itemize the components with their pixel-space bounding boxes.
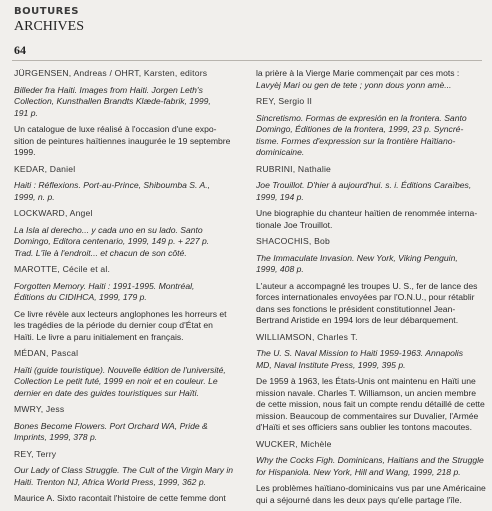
- entry-author: LOCKWARD, Angel: [14, 208, 93, 218]
- bibliography-entry: [14, 404, 240, 444]
- bibliography-entry: [256, 332, 484, 434]
- bibliography-entry: [256, 236, 484, 327]
- bibliography-entry: [14, 68, 240, 159]
- note-line: 1999.: [14, 147, 36, 157]
- citation-line: Billeder fra Haiti. Images from Haiti. Jorgen Leth's: [14, 84, 203, 95]
- citation-line: tisme. Formes d'expression sur la frontière Haïtiano-: [256, 135, 456, 146]
- entry-note: [256, 281, 484, 327]
- note-line: mission navale. Charles T. Williamson, un ancien membre: [256, 387, 477, 398]
- note-line: Lavyèj Mari ou gen de tete ; yonn dous yonn amè...: [256, 79, 452, 90]
- note-line: sition de peintures haïtiennes inaugurée le 19 septembre: [14, 135, 231, 146]
- citation-line: Sincretismo. Formas de expresión en la frontera. Santo: [256, 112, 467, 123]
- citation-line: The U. S. Naval Mission to Haiti 1959-1963. Annapolis: [256, 348, 463, 358]
- note-line: Ce livre révèle aux lecteurs anglophones les horreurs et: [14, 308, 227, 319]
- citation-line: 191 p.: [14, 107, 38, 118]
- publication-logo: BOUTURES: [14, 6, 79, 17]
- entry-note: [14, 493, 240, 505]
- entry-author: REY, Sergio II: [256, 96, 313, 106]
- note-line: De 1959 à 1963, les États-Unis ont maintenu en Haïti une: [256, 376, 476, 386]
- entry-author: SHACOCHIS, Bob: [256, 236, 330, 246]
- bibliography-entry: [14, 264, 240, 343]
- note-line: mission. Beaucoup de commentaires sur Duvalier, l'Armée: [256, 410, 479, 421]
- citation-line: dernier en date des guides touristiques sur Haïti.: [14, 387, 199, 398]
- citation-line: MD, Naval Institute Press, 1999, 395 p.: [256, 359, 406, 370]
- entry-note: [256, 208, 484, 231]
- note-line: de cette mission, nous fait un compte rendu détaillé de cette: [256, 399, 485, 409]
- citation-line: Haiti. Trenton NJ, Africa World Press, 1999, 362 p.: [14, 476, 207, 487]
- citation-line: dominicaine.: [256, 147, 305, 157]
- entry-note: [14, 309, 240, 344]
- citation-line: 1999, 194 p.: [256, 191, 304, 202]
- bibliography-entry: [256, 68, 484, 91]
- bibliography-entry: [14, 348, 240, 399]
- note-line: les tragédies de la période du dernier coup d'État en: [14, 320, 213, 330]
- note-line: dans ses fonctions le président constitutionnel Jean-: [256, 303, 456, 314]
- note-line: Maurice A. Sixto racontait l'histoire de cette femme dont: [14, 493, 226, 503]
- note-line: tionale Joe Trouillot.: [256, 219, 333, 230]
- citation-line: Collection Le petit futé, 1999 en noir et en couleur. Le: [14, 376, 218, 386]
- bibliography-entry: [256, 439, 484, 507]
- note-line: Une biographie du chanteur haïtien de renommée interna-: [256, 208, 478, 218]
- note-line: Haïti. Le livre a paru initialement en français.: [14, 331, 184, 342]
- entry-author: JÜRGENSEN, Andreas / OHRT, Karsten, editors: [14, 68, 208, 78]
- note-line: Les problèmes haïtiano-dominicains vus par une Américaine: [256, 483, 486, 493]
- entry-note: [256, 68, 484, 91]
- citation-line: Domingo, Éditiones de la frontera, 1999, 23 p. Syncré-: [256, 124, 464, 134]
- citation-line: 1999, 408 p.: [256, 264, 304, 274]
- citation-line: 1999, n. p.: [14, 191, 55, 202]
- bibliography-entry: [256, 164, 484, 232]
- citation-line: Trad. L'île à l'endroit... et chacun de son côté.: [14, 247, 187, 258]
- bibliography-entry: [14, 164, 240, 204]
- entry-author: MAROTTE, Cécile et al.: [14, 264, 111, 274]
- citation-line: The Immaculate Invasion. New York, Viking Penguin,: [256, 252, 458, 263]
- left-column: [14, 68, 240, 510]
- entry-author: WILLIAMSON, Charles T.: [256, 331, 358, 342]
- citation-line: Joe Trouillot. D'hier à aujourd'hui. s. i. Éditions Caraïbes,: [256, 180, 472, 190]
- note-line: Bertrand Aristide en 1994 lors de leur débarquement.: [256, 315, 459, 325]
- note-line: d'Haïti et ses officiers sans oublier les tontons macoutes.: [256, 422, 472, 432]
- header-divider: [12, 60, 482, 61]
- citation-line: Éditions du CIDIHCA, 1999, 179 p.: [14, 292, 147, 302]
- right-column: [256, 68, 484, 511]
- citation-line: Bones Become Flowers. Port Orchard WA, Pride &: [14, 420, 208, 431]
- citation-line: Our Lady of Class Struggle. The Cult of the Virgin Mary in: [14, 465, 234, 475]
- citation-line: Collection, Kunsthallen Brandts Klæde-fabrik, 1999,: [14, 96, 211, 106]
- page-number: 64: [14, 43, 26, 57]
- note-line: la prière à la Vierge Marie commençait par ces mots :: [256, 68, 460, 78]
- citation-line: Imprints, 1999, 378 p.: [14, 432, 98, 442]
- note-line: forces internationales envoyées par l'O.N.U., pour rétablir: [256, 292, 475, 302]
- citation-line: Why the Cocks Figh. Dominicans, Haitians and the Struggle: [256, 455, 484, 465]
- citation-line: La Isla al derecho... y cada uno en su lado. Santo: [14, 224, 203, 235]
- citation-line: Haiti : Réflexions. Port-au-Prince, Shiboumba S. A.,: [14, 180, 210, 190]
- entry-author: MÉDAN, Pascal: [14, 348, 79, 358]
- note-line: Un catalogue de luxe réalisé à l'occasion d'une expo-: [14, 124, 217, 134]
- citation-line: Haïti (guide touristique). Nouvelle édition de l'université,: [14, 364, 226, 375]
- bibliography-entry: [14, 208, 240, 259]
- entry-author: WUCKER, Michèle: [256, 438, 332, 449]
- entry-author: REY, Terry: [14, 448, 57, 459]
- entry-note: [256, 483, 484, 506]
- citation-line: Domingo, Editora centenario, 1999, 149 p. + 227 p.: [14, 236, 210, 246]
- entry-note: [14, 124, 240, 159]
- entry-author: RUBRINI, Nathalie: [256, 163, 332, 174]
- entry-author: KEDAR, Daniel: [14, 163, 76, 174]
- note-line: L'auteur a accompagné les troupes U. S., fer de lance des: [256, 280, 478, 291]
- note-line: qui a séjourné dans les deux pays qu'elle partage l'île.: [256, 494, 462, 505]
- section-title: ARCHIVES: [14, 19, 85, 34]
- citation-line: for Hispaniola. New York, Hill and Wang, 1999, 218 p.: [256, 466, 461, 477]
- entry-note: [256, 376, 484, 434]
- bibliography-entry: [14, 449, 240, 505]
- bibliography-entry: [256, 96, 484, 159]
- entry-author: MWRY, Jess: [14, 404, 65, 414]
- citation-line: Forgotten Memory. Haiti : 1991-1995. Montréal,: [14, 280, 195, 291]
